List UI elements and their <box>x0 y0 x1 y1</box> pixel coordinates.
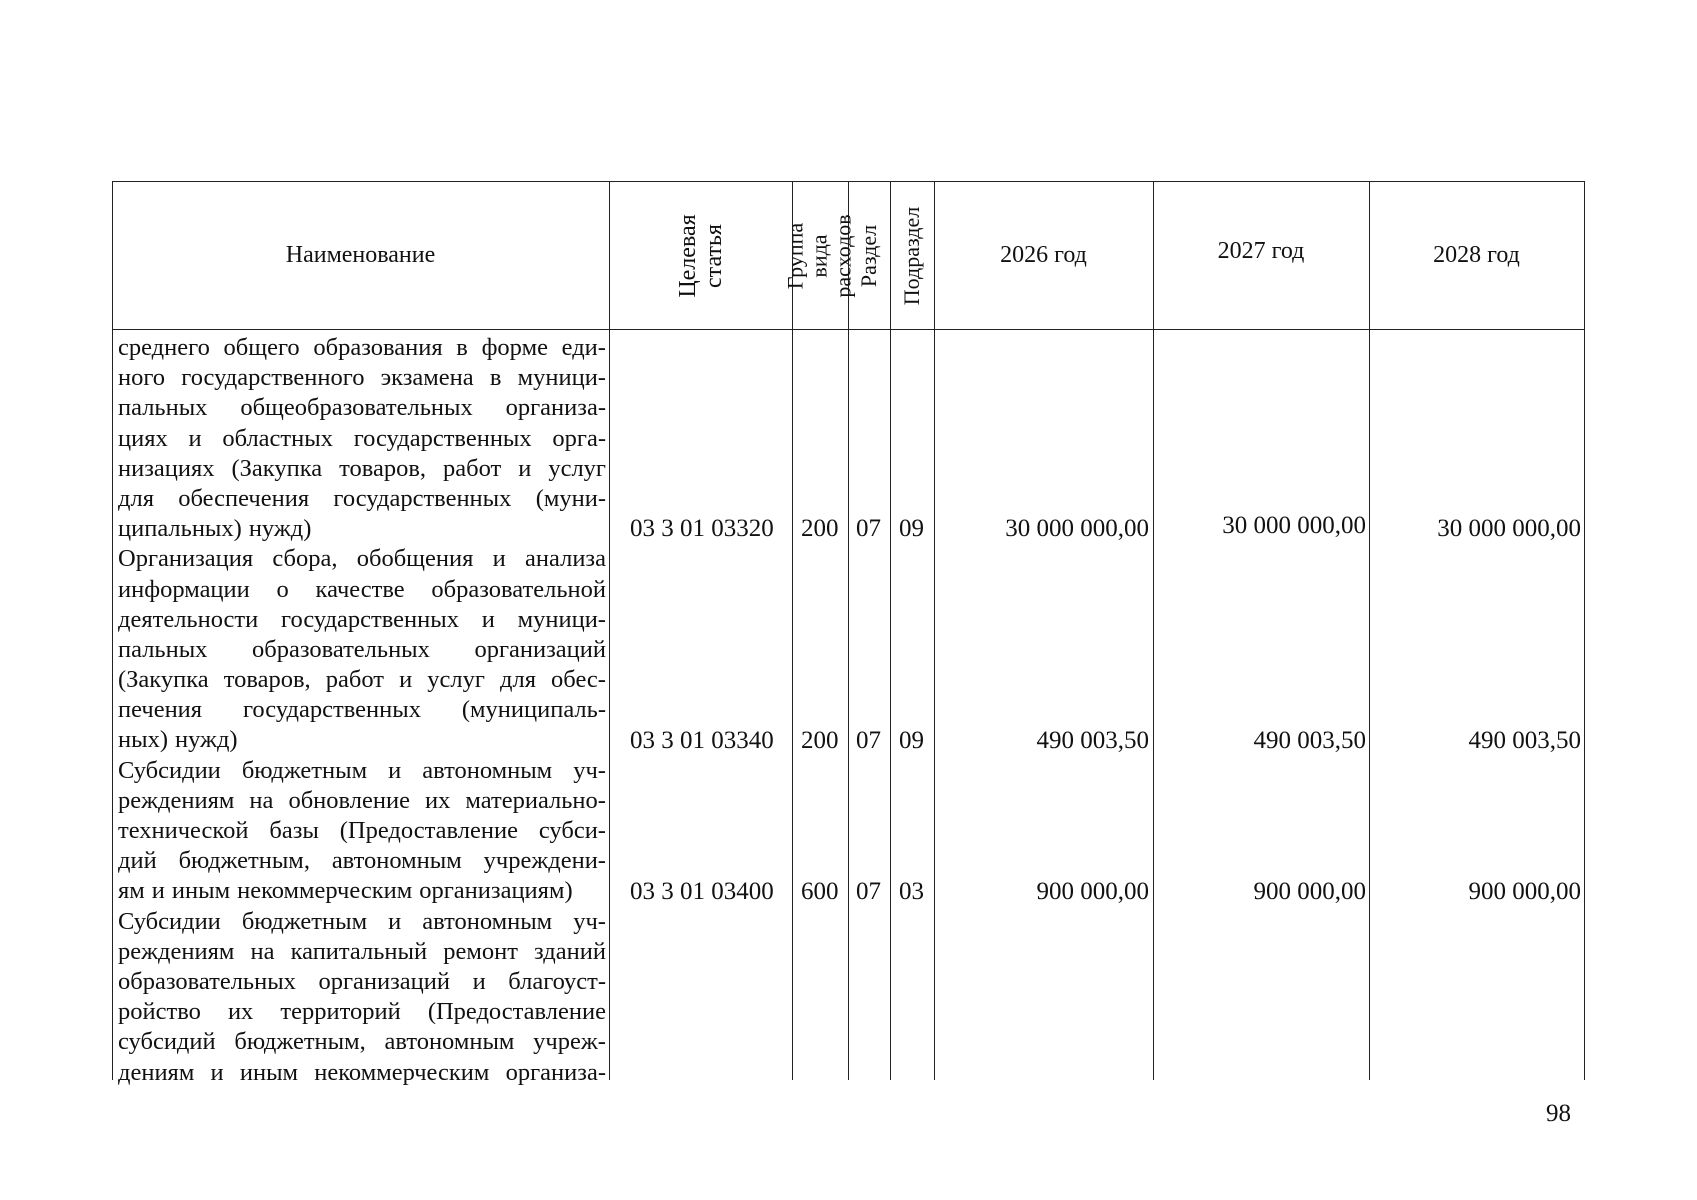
name-line: среднего общего образования в форме еди- <box>118 334 606 361</box>
name-line: дий бюджетным, автономным учреждени- <box>118 847 606 875</box>
row-2-section: 07 <box>856 878 881 905</box>
budget-table <box>112 181 1585 1086</box>
row-0-expense-group: 200 <box>801 515 839 542</box>
name-line: низациях (Закупка товаров, работ и услуг <box>118 454 606 482</box>
row-2-2027: 900 000,00 <box>1253 878 1366 905</box>
row-0-2026: 30 000 000,00 <box>1005 515 1149 542</box>
header-2026-text: 2026 год <box>1000 242 1087 268</box>
row-0-2028: 30 000 000,00 <box>1437 515 1581 542</box>
name-line: пальных образовательных организаций <box>118 635 606 663</box>
name-line: ципальных) нужд) <box>118 515 312 543</box>
header-2027 <box>1153 177 1369 326</box>
name-line: печения государственных (муниципаль- <box>118 696 606 724</box>
row-1-2028: 490 003,50 <box>1468 727 1581 754</box>
name-line: циях и областных государственных орга- <box>118 424 606 452</box>
header-name-text: Наименование <box>285 242 436 268</box>
name-line: Субсидии бюджетным и автономным уч- <box>118 907 606 935</box>
header-expense-group-text: Группа вида расходов <box>783 213 856 298</box>
header-target-article <box>609 181 792 330</box>
row-2-2026: 900 000,00 <box>1036 878 1149 905</box>
row-0-2027: 30 000 000,00 <box>1222 512 1366 539</box>
row-0-subsection: 09 <box>899 515 924 542</box>
name-line: ного государственного экзамена в муници- <box>118 364 606 392</box>
page-number: 98 <box>1546 1100 1571 1127</box>
row-2-2028: 900 000,00 <box>1468 878 1581 905</box>
row-0-target-article: 03 3 01 03320 <box>630 515 774 542</box>
header-name <box>112 181 609 330</box>
name-line: Организация сбора, обобщения и анализа <box>118 545 606 573</box>
row-1-2027: 490 003,50 <box>1253 727 1366 754</box>
name-line: реждениям на капитальный ремонт зданий <box>118 937 606 965</box>
name-line: информации о качестве образовательной <box>118 575 606 603</box>
col-border-8 <box>1584 181 1585 1080</box>
header-section <box>848 181 890 330</box>
header-target-article-text: Целевая статья <box>674 213 727 298</box>
header-2028-text: 2028 год <box>1433 242 1520 268</box>
header-expense-group <box>783 181 856 330</box>
name-line: образовательных организаций и благоуст- <box>118 967 606 995</box>
name-line: субсидий бюджетным, автономным учреж- <box>118 1028 606 1056</box>
name-line: ройство их территорий (Предоставление <box>118 998 606 1026</box>
name-line: реждениям на обновление их материально- <box>118 786 606 814</box>
row-2-target-article: 03 3 01 03400 <box>630 878 774 905</box>
row-1-subsection: 09 <box>899 727 924 754</box>
name-line: деятельности государственных и муници- <box>118 605 606 633</box>
row-1-target-article: 03 3 01 03340 <box>630 727 774 754</box>
header-2027-text: 2027 год <box>1217 238 1305 264</box>
header-2026 <box>934 181 1153 330</box>
header-subsection <box>890 181 934 330</box>
name-line: для обеспечения государственных (муни- <box>118 484 606 512</box>
row-1-expense-group: 200 <box>801 727 839 754</box>
header-section-text: Раздел <box>856 224 882 287</box>
row-1-section: 07 <box>856 727 881 754</box>
row-2-expense-group: 600 <box>801 878 839 905</box>
row-2-subsection: 03 <box>899 878 924 905</box>
name-line: (Закупка товаров, работ и услуг для обес- <box>118 666 606 694</box>
name-column <box>118 333 606 1088</box>
name-line: ных) нужд) <box>118 726 238 754</box>
name-line: пальных общеобразовательных организа- <box>118 394 606 422</box>
header-2028 <box>1369 181 1584 330</box>
row-0-section: 07 <box>856 515 881 542</box>
name-line: технической базы (Предоставление субси- <box>118 817 606 844</box>
name-line: дениям и иным некоммерческим организа- <box>118 1058 606 1086</box>
header-subsection-text: Подраздел <box>899 206 925 305</box>
name-line: ям и иным некоммерческим организациям) <box>118 877 573 905</box>
name-line: Субсидии бюджетным и автономным уч- <box>118 756 606 784</box>
row-1-2026: 490 003,50 <box>1036 727 1149 754</box>
